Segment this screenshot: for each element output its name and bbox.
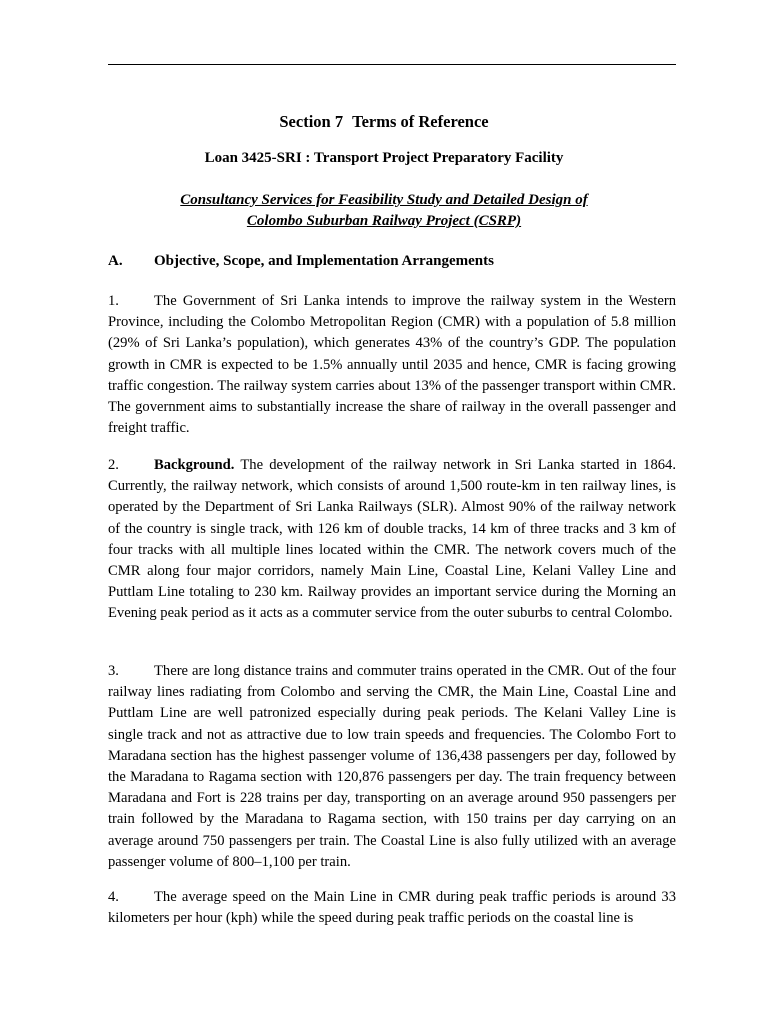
paragraph-number: 4. bbox=[108, 889, 119, 905]
paragraph-1 bbox=[108, 291, 676, 439]
paragraph-text: There are long distance trains and commuter trains operated in the CMR. Out of the four railway lines radiating from Colombo and serving the CMR, the Main Line, Coastal Line and Puttlam Line are well patronized especially during peak periods. The Kelani Valley Line is single track and not as attractive due to low train speeds and frequencies. The Colombo Fort to Maradana section has the highest passenger volume of 136,438 passengers per day, followed by the Maradana to Ragama section with 120,876 passengers per day. The train frequency between Maradana and Fort is 228 trains per day, transporting on an average around 950 passengers per train followed by the Maradana to Ragama section, with 150 trains per day carrying on an average around 750 passengers per train. The Coastal Line is also fully utilized with an average passenger volume of 800–1,100 per train. bbox=[108, 663, 676, 870]
heading-text: Objective, Scope, and Implementation Arrangements bbox=[154, 253, 494, 269]
loan-title: Loan 3425-SRI : Transport Project Preparatory Facility bbox=[204, 150, 564, 166]
paragraph-text: The development of the railway network in Sri Lanka started in 1864. Currently, the railway network, which consists of around 1,500 route-km in ten railway lines, is operated by the Department of Sri Lanka Railways (SLR). Almost 90% of the railway network of the country is single track, with 126 km of double tracks, 14 km of three tracks and 3 km of four tracks with all multiple lines located within the CMR. The network covers much of the CMR along four major corridors, namely Main Line, Coastal Line, Kelani Valley Line and Puttlam Line totaling to 230 km. Railway provides an important service during the Morning an Evening peak period as it acts as a commuter service from the outer suburbs to central Colombo. bbox=[108, 457, 676, 622]
project-title-line-1: Consultancy Services for Feasibility Study and Detailed Design of bbox=[180, 192, 588, 208]
section-heading-a bbox=[108, 251, 676, 271]
paragraph-number: 2. bbox=[108, 457, 119, 473]
paragraph-3 bbox=[108, 661, 676, 873]
project-title bbox=[0, 190, 768, 232]
paragraph-number: 1. bbox=[108, 293, 119, 309]
header-rule bbox=[108, 64, 676, 65]
paragraph-2 bbox=[108, 455, 676, 625]
section-title: Terms of Reference bbox=[352, 112, 489, 131]
heading-letter: A. bbox=[108, 253, 123, 269]
paragraph-4 bbox=[108, 887, 676, 929]
project-title-line-2: Colombo Suburban Railway Project (CSRP) bbox=[246, 213, 522, 229]
paragraph-text: The Government of Sri Lanka intends to improve the railway system in the Western Province, including the Colombo Metropolitan Region (CMR) with a population of 5.8 million (29% of Sri Lanka’s population), which generates 43% of the country’s GDP. The population growth in CMR is expected to be 1.5% annually until 2035 and hence, CMR is facing growing traffic congestion. The railway system carries about 13% of the passenger transport within CMR. The government aims to substantially increase the share of railway in the overall passenger and freight traffic. bbox=[108, 293, 676, 437]
paragraph-text: The average speed on the Main Line in CMR during peak traffic periods is around 33 kilometers per hour (kph) while the speed during peak traffic periods on the coastal line is bbox=[108, 889, 676, 927]
page-title bbox=[0, 111, 768, 133]
paragraph-lead: Background. bbox=[154, 457, 235, 473]
section-number: Section 7 bbox=[279, 112, 344, 131]
paragraph-number: 3. bbox=[108, 663, 119, 679]
